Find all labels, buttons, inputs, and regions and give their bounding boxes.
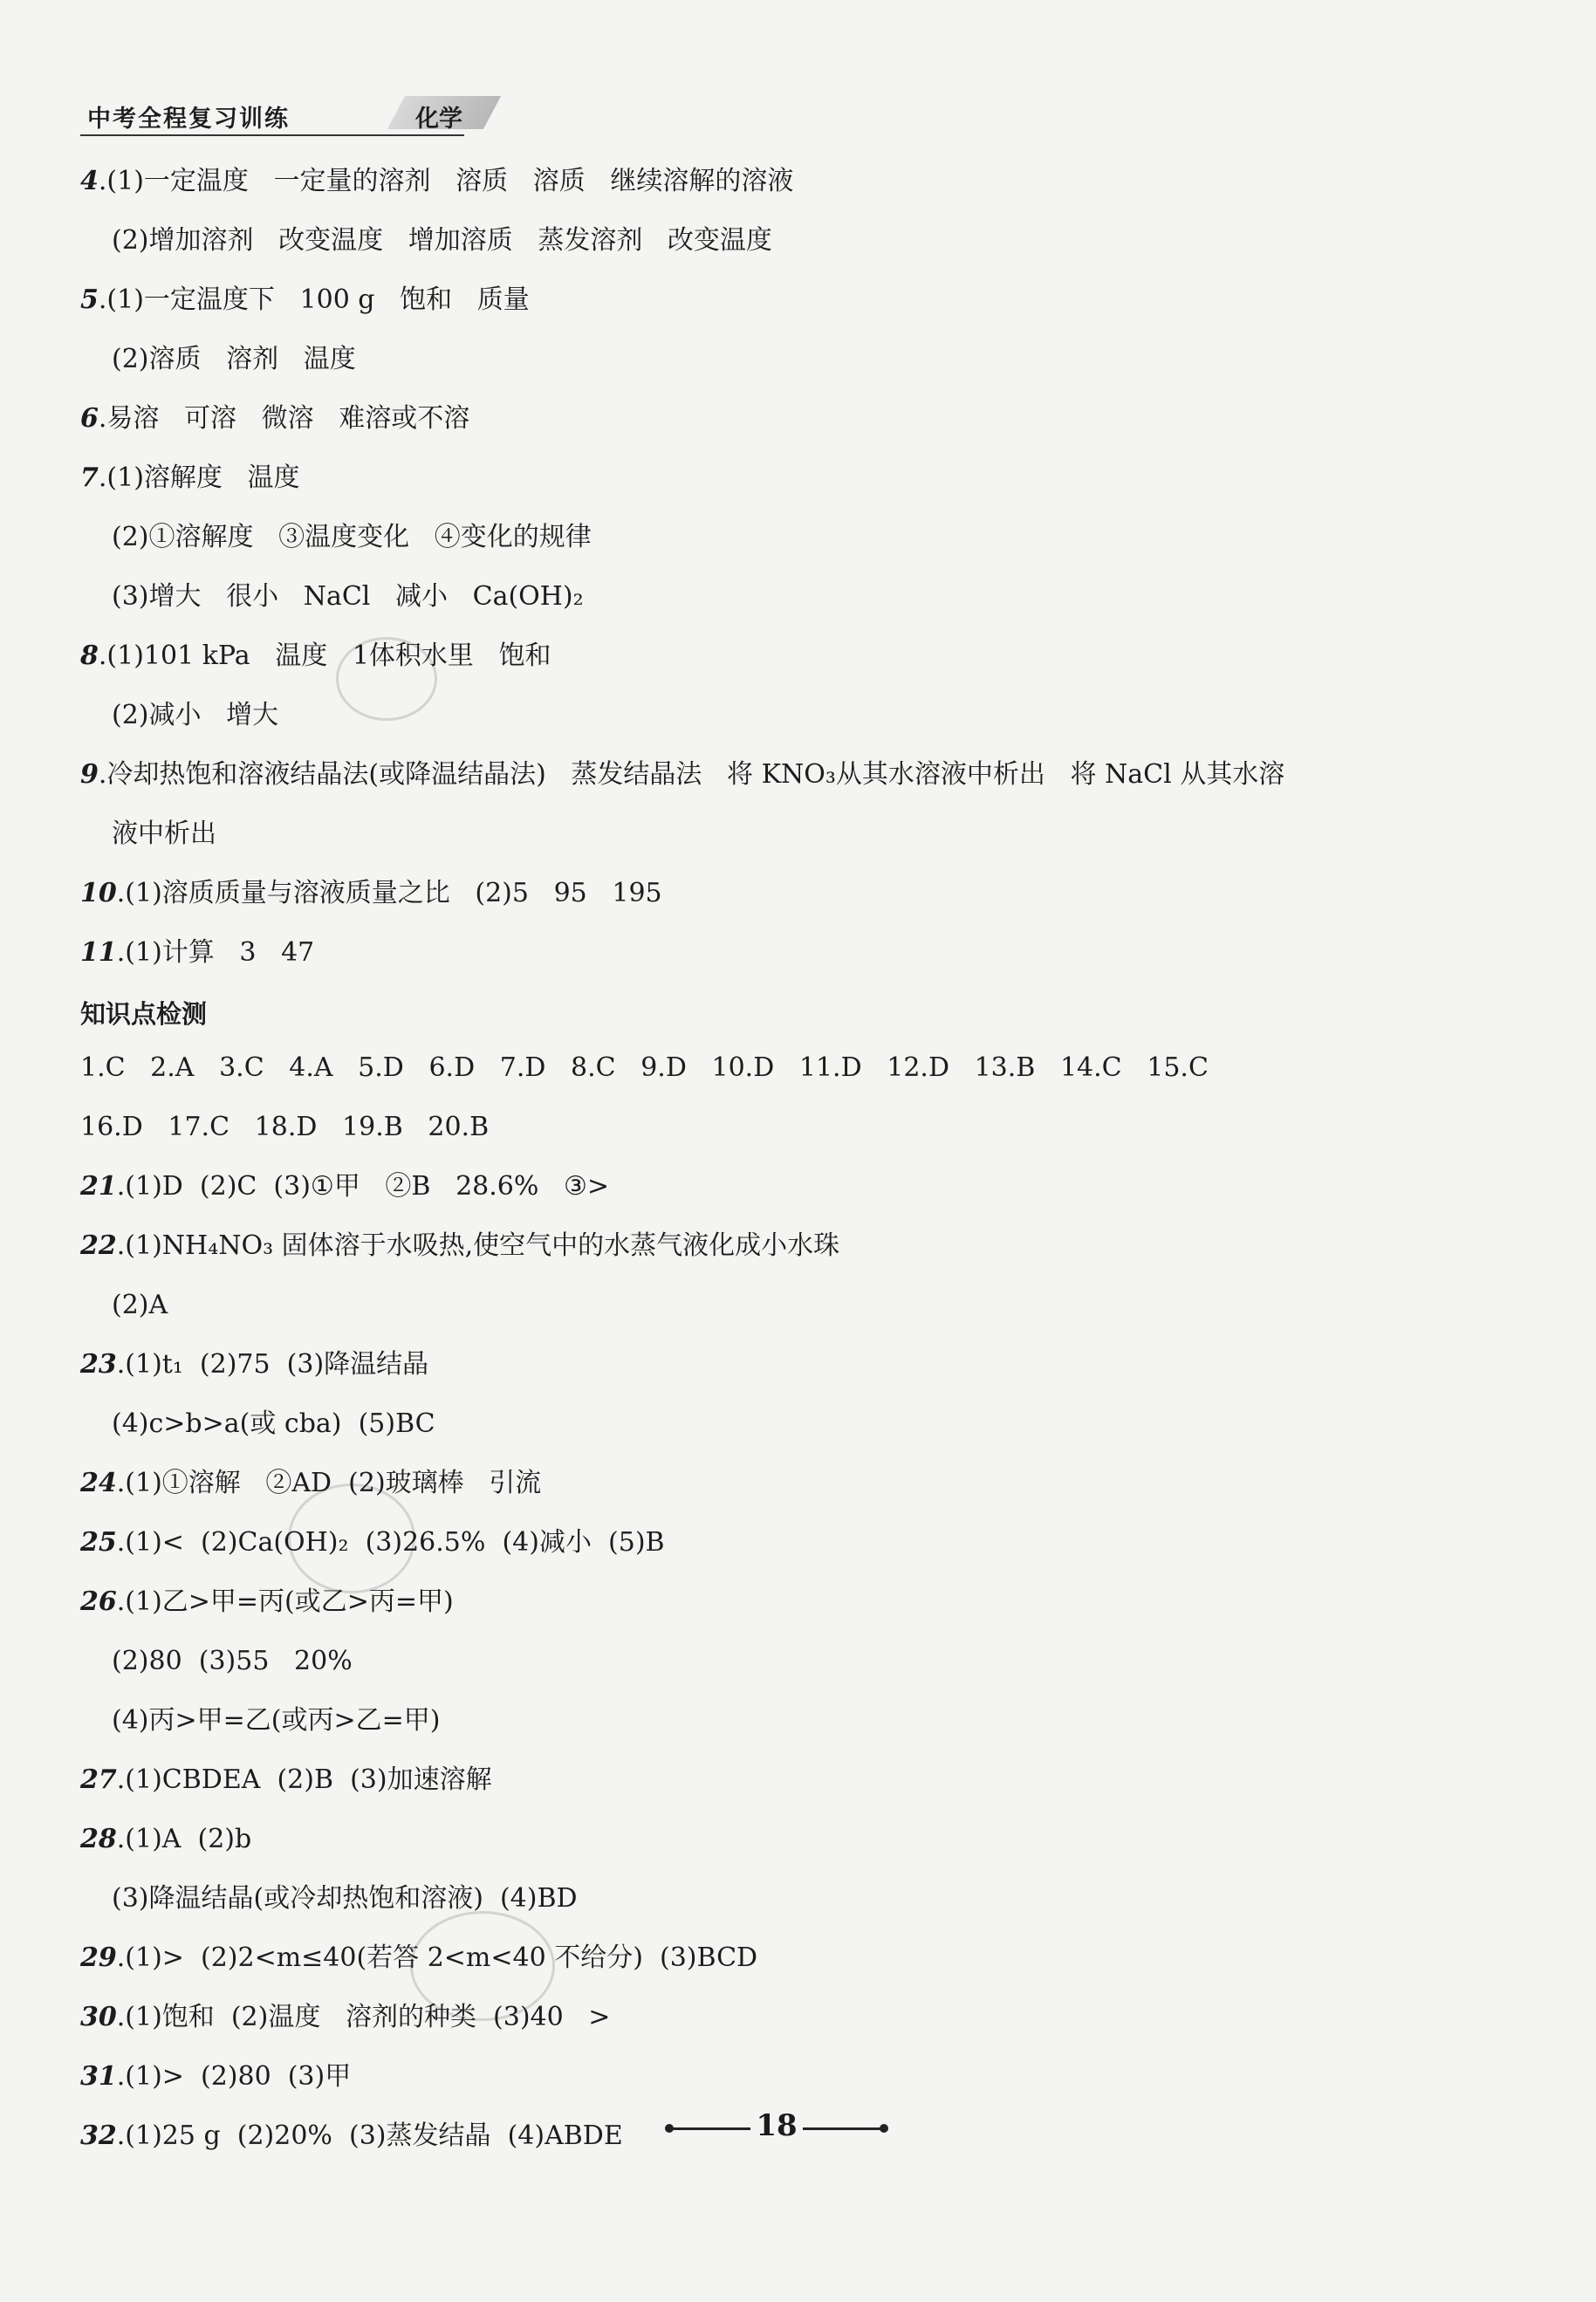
answer-line-29: 29.(1)> (2)2<m≤40(若答 2<m<40 不给分) (3)BCD xyxy=(80,1942,758,1973)
footer-dot-right xyxy=(880,2124,888,2133)
answer-line-mc-2: 16.D 17.C 18.D 19.B 20.B xyxy=(80,1112,490,1142)
answer-line-22-2: (2)A xyxy=(112,1290,168,1320)
answer-line-21: 21.(1)D (2)C (3)①甲 ②B 28.6% ③> xyxy=(80,1171,610,1202)
answer-line-26: 26.(1)乙>甲=丙(或乙>丙=甲) xyxy=(80,1586,454,1617)
answer-line-5: 5.(1)一定温度下 100 g 饱和 质量 xyxy=(80,284,530,315)
answer-line-28-2: (3)降温结晶(或冷却热饱和溶液) (4)BD xyxy=(112,1883,578,1914)
answer-line-8: 8.(1)101 kPa 温度 1体积水里 饱和 xyxy=(80,641,551,671)
answer-line-10: 10.(1)溶质质量与溶液质量之比 (2)5 95 195 xyxy=(80,878,662,908)
page-number: 18 xyxy=(756,2108,798,2143)
answer-line-mc-1: 1.C 2.A 3.C 4.A 5.D 6.D 7.D 8.C 9.D 10.D 11.D 12.D 13.B 14.C 15.C xyxy=(80,1052,1209,1083)
answer-line-11: 11.(1)计算 3 47 xyxy=(80,937,315,968)
answer-line-26-2: (2)80 (3)55 20% xyxy=(112,1646,353,1676)
book-title: 中考全程复习训练 xyxy=(87,106,290,133)
answer-line-25: 25.(1)< (2)Ca(OH)₂ (3)26.5% (4)减小 (5)B xyxy=(80,1527,665,1558)
answer-line-27: 27.(1)CBDEA (2)B (3)加速溶解 xyxy=(80,1764,492,1795)
footer-ornament-right xyxy=(803,2127,881,2130)
answer-line-4-2: (2)增加溶剂 改变温度 增加溶质 蒸发溶剂 改变温度 xyxy=(112,225,772,256)
answer-line-8-2: (2)减小 增大 xyxy=(112,700,279,730)
answer-line-9: 9.冷却热饱和溶液结晶法(或降温结晶法) 蒸发结晶法 将 KNO₃从其水溶液中析出 将 NaCl 从其水溶 xyxy=(80,759,1285,790)
page-footer xyxy=(663,2108,890,2152)
answer-line-32: 32.(1)25 g (2)20% (3)蒸发结晶 (4)ABDE xyxy=(80,2120,623,2151)
subject-label: 化学 xyxy=(415,106,462,133)
answer-line-23: 23.(1)t₁ (2)75 (3)降温结晶 xyxy=(80,1349,429,1380)
answer-line-24: 24.(1)①溶解 ②AD (2)玻璃棒 引流 xyxy=(80,1468,542,1498)
section-title: 知识点检测 xyxy=(80,999,208,1029)
header-rule xyxy=(80,134,464,136)
answer-line-6: 6.易溶 可溶 微溶 难溶或不溶 xyxy=(80,403,470,434)
answer-line-7: 7.(1)溶解度 温度 xyxy=(80,462,300,493)
answer-line-7-3: (3)增大 很小 NaCl 减小 Ca(OH)₂ xyxy=(112,581,584,612)
answer-line-5-2: (2)溶质 溶剂 温度 xyxy=(112,344,356,374)
answer-line-22: 22.(1)NH₄NO₃ 固体溶于水吸热,使空气中的水蒸气液化成小水珠 xyxy=(80,1230,840,1261)
answer-line-26-3: (4)丙>甲=乙(或丙>乙=甲) xyxy=(112,1705,441,1736)
answer-line-23-2: (4)c>b>a(或 cba) (5)BC xyxy=(112,1408,435,1439)
answer-line-7-2: (2)①溶解度 ③温度变化 ④变化的规律 xyxy=(112,522,592,552)
answer-line-30: 30.(1)饱和 (2)温度 溶剂的种类 (3)40 > xyxy=(80,2002,611,2032)
answer-line-31: 31.(1)> (2)80 (3)甲 xyxy=(80,2061,352,2092)
answer-line-28: 28.(1)A (2)b xyxy=(80,1824,252,1854)
page-header xyxy=(80,94,464,136)
answer-line-4: 4.(1)一定温度 一定量的溶剂 溶质 溶质 继续溶解的溶液 xyxy=(80,166,794,196)
answer-line-9-2: 液中析出 xyxy=(112,819,216,849)
